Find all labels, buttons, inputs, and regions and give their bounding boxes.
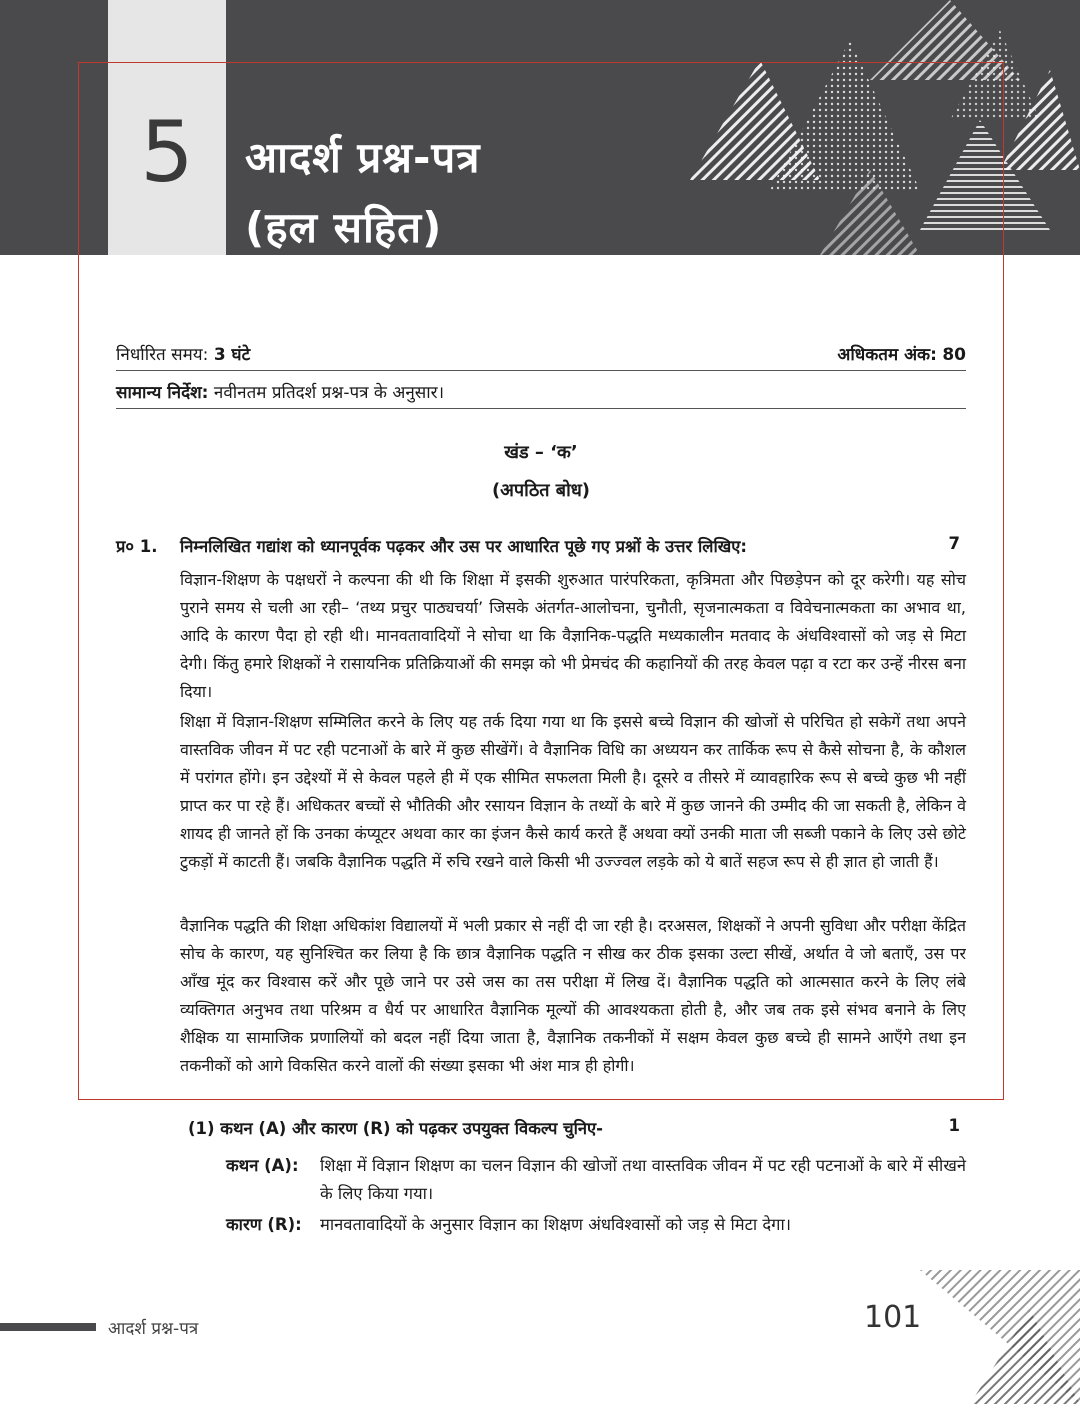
page-title-line2: (हल सहित) [245, 203, 443, 252]
reason-text: मानवतावादियों के अनुसार विज्ञान का शिक्षण अंधविश्वासों को जड़ से मिटा देगा। [320, 1215, 792, 1234]
instructions-row: सामान्य निर्देश: नवीनतम प्रतिदर्श प्रश्न-पत्र के अनुसार। [116, 378, 966, 409]
page-title-line1: आदर्श प्रश्न-पत्र [245, 133, 481, 182]
sub-question-marks: 1 [948, 1116, 960, 1135]
page-number: 101 [864, 1300, 922, 1335]
passage-paragraph-2: शिक्षा में विज्ञान-शिक्षण सम्मिलित करने के लिए यह तर्क दिया गया था कि इससे बच्चे विज्ञान की खोजों से परिचित हो सकेगें तथा अपने वास्तविक जीवन में पट रही पटनाओं के बारे में कुछ सीखेंगें। वे वैज्ञानिक विधि का अध्ययन कर तार्किक रूप से कैसे सोचना है, के कौशल में परांगत होंगे। इन उद्देश्यों में से केवल पहले ही में एक सीमित सफलता मिली है। दूसरे व तीसरे में व्यावहारिक रूप से बच्चे कुछ भी नहीं प्राप्त कर पा रहे हैं। अधिकतर बच्चों से भौतिकी और रसायन विज्ञान के तथ्यों के बारे में कुछ जानने की उम्मीद की जा सकती है, लेकिन वे शायद ही जानते हों कि उनका कंप्यूटर अथवा कार का इंजन कैसे कार्य करते हैं अथवा क्यों उनकी माता जी सब्जी पकाने के लिए उसे छोटे टुकड़ों में काटती हैं। जबकि वैज्ञानिक पद्धति में रुचि रखने वाले किसी भी उज्ज्वल लड़के को ये बातें सहज रूप से ही ज्ञात हो जाती हैं। [180, 712, 966, 871]
passage-paragraph-1: विज्ञान-शिक्षण के पक्षधरों ने कल्पना की थी कि शिक्षा में इसकी शुरुआत पारंपरिकता, कृत्रिमता और पिछड़ेपन को दूर करेगी। यह सोच पुराने समय से चली आ रही– ‘तथ्य प्रचुर पाठ्यचर्या’ जिसके अंतर्गत-आलोचना, चुनौती, सृजनात्मकता व विवेचनात्मकता का अभाव था, आदि के कारण पैदा हो रही थी। मानवतावादियों ने सोचा था कि वैज्ञानिक-पद्धति मध्यकालीन मतवाद के अंधविश्वासों को जड़ से मिटा देगी। किंतु हमारे शिक्षकों ने रासायनिक प्रतिक्रियाओं की समझ को भी प्रेमचंद की कहानियों की तरह केवल पढ़ा व रटा कर उन्हें नीरस बना दिया। [180, 570, 966, 701]
time-allowed: निर्धारित समय: 3 घंटे [116, 345, 251, 365]
reason-label: कारण (R): [226, 1215, 302, 1234]
exam-meta-row [116, 340, 966, 371]
question-marks: 7 [948, 534, 960, 553]
max-marks: अधिकतम अंक: 80 [837, 345, 966, 365]
section-subtitle: (अपठित बोध) [491, 480, 591, 501]
question-text: निम्नलिखित गद्यांश को ध्यानपूर्वक पढ़कर और उस पर आधारित पूछे गए प्रश्नों के उत्तर लिखिए: [180, 537, 747, 556]
passage-paragraph-3: वैज्ञानिक पद्धति की शिक्षा अधिकांश विद्यालयों में भली प्रकार से नहीं दी जा रही है। दरअसल, शिक्षकों ने अपनी सुविधा और परीक्षा केंद्रित सोच के कारण, यह सुनिश्चित कर लिया है कि छात्र वैज्ञानिक पद्धति न सीख कर ठीक इसका उल्टा सीखें, अर्थात वे जो बताएँ, उस पर आँख मूंद कर विश्वास करें और पूछे जाने पर उसे जस का तस परीक्षा में लिख दें। वैज्ञानिक पद्धति को आत्मसात करने के लिए लंबे व्यक्तिगत अनुभव तथा परिश्रम व धैर्य पर आधारित वैज्ञानिक मूल्यों की आवश्यकता होती है, और जब तक इसे संभव बनाने के लिए शैक्षिक या सामाजिक प्रणालियों को बदल नहीं दिया जाता है, वैज्ञानिक तकनीकों में सक्षम केवल कुछ बच्चे ही सामने आएँगे तथा इन तकनीकों को आगे विकसित करने वालों की संख्या इसका भी अंश मात्र ही होगी। [180, 916, 966, 1075]
section-title: खंड – ‘क’ [504, 442, 578, 463]
footer-triangle-decoration [900, 1270, 1080, 1404]
footer-bar [0, 1323, 96, 1331]
question-label: प्र० 1. [116, 537, 158, 556]
chapter-number: 5 [140, 103, 194, 201]
footer-book-title: आदर्श प्रश्न-पत्र [108, 1319, 199, 1339]
assertion-text: शिक्षा में विज्ञान शिक्षण का चलन विज्ञान की खोजों तथा वास्तविक जीवन में पट रही पटनाओं के बारे में सीखने के लिए किया गया। [320, 1156, 966, 1203]
assertion-label: कथन (A): [226, 1156, 299, 1175]
sub-question-1: (1) कथन (A) और कारण (R) को पढ़कर उपयुक्त विकल्प चुनिए- 1 [188, 1116, 960, 1138]
